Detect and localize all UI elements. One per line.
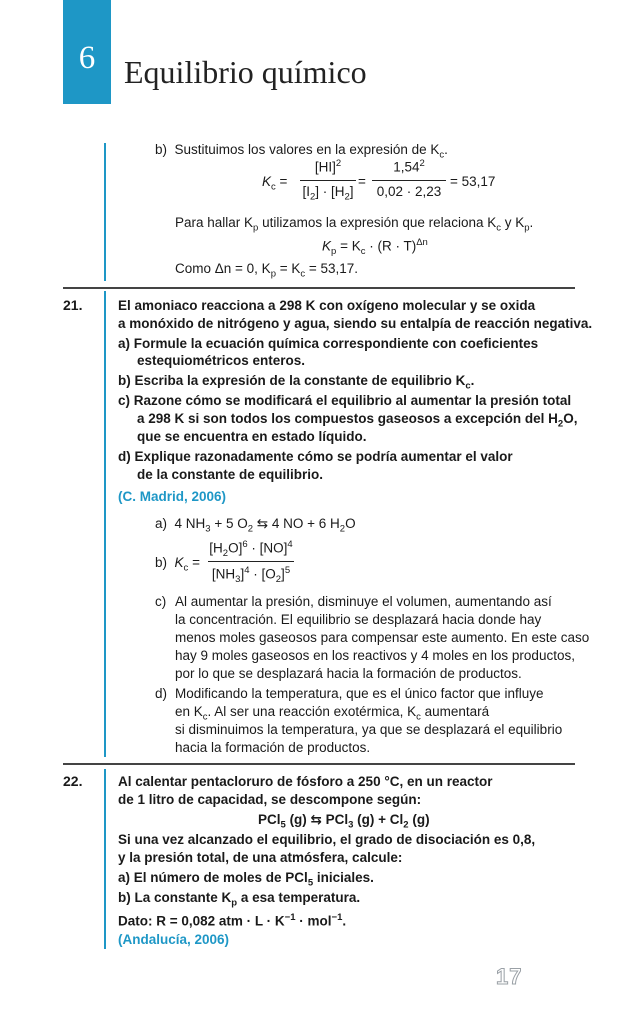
q21-c-2: a 298 K si son todos los compuestos gaseosos a excepción del $H_2O$, (137, 411, 578, 430)
q21-answer-d-label: d) (155, 686, 168, 701)
q22-equation: PCl$_5$ (g) ⇆ PCl$_3$ $(g) + Cl_2$ (g) (258, 812, 430, 831)
q22-a: a) El número de moles de PCl$_5$ iniciales. (118, 870, 374, 889)
q21-answer-d-line: en $K_c$. Al ser una reacción exotérmica, $K_c$ aumentará (175, 704, 490, 723)
question-number: 22. (63, 773, 83, 789)
fraction-line (300, 180, 356, 181)
hallar-line: Para hallar $K_p$ utilizamos la expresión que relaciona $K_c$ y $K_p$. (175, 215, 534, 234)
q21-source: (C. Madrid, 2006) (118, 489, 227, 504)
kc-label: $K_c$ = (262, 174, 288, 193)
kc-numerator: $[H_2O]^6 \cdot [NO]^4$ (209, 539, 293, 560)
q21-answer-d-line: hacia la formación de productos. (175, 740, 371, 755)
kc-fraction-denominator: $[I_2] \cdot [H_2]$ (302, 184, 354, 203)
q21-a-2: estequiométricos enteros. (137, 353, 306, 368)
kc-fraction-numerator: [HI]$^2$ (314, 158, 342, 175)
kp-formula: $K_p = K_c \cdot (R \cdot T)^{\Delta n}$ (322, 237, 428, 258)
kc-denominator: $[NH_3]^4 \cdot [O_2]^5$ (211, 565, 291, 586)
q21-answer-c-line: menos moles gaseosos para compensar este aumento. En este caso (175, 630, 590, 645)
q21-answer-b-label: b) $K_c$ = (155, 555, 200, 574)
fraction-line (372, 180, 446, 181)
q21-answer-a: a) 4 $NH_3 + 5$ $O_2$ ⇆ 4 NO + 6 $H_2O$ (155, 516, 356, 535)
q22-line-3: Si una vez alcanzado el equilibrio, el grado de disociación es 0,8, (118, 832, 536, 847)
q21-d-2: de la constante de equilibrio. (137, 467, 324, 482)
fraction-line (208, 561, 294, 562)
q21-answer-c-label: c) (155, 594, 167, 609)
prev-b-line: b) Sustituimos los valores en la expresión de $K_c$. (155, 142, 448, 161)
q21-answer-d-line: Modificando la temperatura, que es el único factor que influye (175, 686, 544, 701)
q21-a-1: a) Formule la ecuación química correspondiente con coeficientes (118, 336, 539, 351)
q21-answer-d-line: si disminuimos la temperatura, ya que se desplazará el equilibrio (175, 722, 563, 737)
question-number: 21. (63, 297, 83, 313)
value-numerator: 1,54$^2$ (393, 158, 425, 175)
chapter-title: Equilibrio químico (124, 54, 367, 90)
chapter-number: 6 (78, 40, 96, 76)
kc-result: = 53,17 (450, 174, 496, 189)
q21-line-1: El amoniaco reacciona a 298 K con oxígeno molecular y se oxida (118, 298, 536, 313)
q22-line-1: Al calentar pentacloruro de fósforo a 250 °C, en un reactor (118, 774, 493, 789)
q22-line-4: y la presión total, de una atmósfera, calcule: (118, 850, 403, 865)
q21-answer-c-line: hay 9 moles gaseosos en los reactivos y 4 moles en los productos, (175, 648, 575, 663)
como-line: Como Δn = 0, $K_p = K_c = 53,17$. (175, 261, 359, 280)
page-number: 17 (496, 964, 523, 989)
q21-answer-c-line: Al aumentar la presión, disminuye el volumen, aumentando así (175, 594, 552, 609)
value-denominator: 0,02 · 2,23 (376, 184, 442, 199)
margin-bar-q21 (104, 291, 106, 757)
q21-answer-c-line: por lo que se desplazará hacia la formación de productos. (175, 666, 522, 681)
separator (63, 763, 575, 765)
q22-b: b) La constante $K_p$ a esa temperatura. (118, 890, 361, 909)
margin-bar-q22 (104, 769, 106, 949)
q21-c-1: c) Razone cómo se modificará el equilibrio al aumentar la presión total (118, 393, 572, 408)
equals-sign: = (358, 174, 366, 189)
q22-dato: Dato: R = 0,082 atm · $L \cdot K^{-1} \cdot mol^{-1}$. (118, 912, 347, 929)
q21-d-1: d) Explique razonadamente cómo se podría aumentar el valor (118, 449, 513, 464)
q21-b: b) Escriba la expresión de la constante de equilibrio $K_c$. (118, 373, 475, 392)
q21-c-3: que se encuentra en estado líquido. (137, 429, 367, 444)
q21-line-2: a monóxido de nitrógeno y agua, siendo su entalpía de reacción negativa. (118, 316, 593, 331)
separator (63, 287, 575, 289)
q22-line-2: de 1 litro de capacidad, se descompone según: (118, 792, 422, 807)
margin-bar-prev (104, 143, 106, 281)
q21-answer-c-line: la concentración. El equilibrio se desplazará hacia donde hay (175, 612, 542, 627)
q22-source: (Andalucía, 2006) (118, 932, 230, 947)
